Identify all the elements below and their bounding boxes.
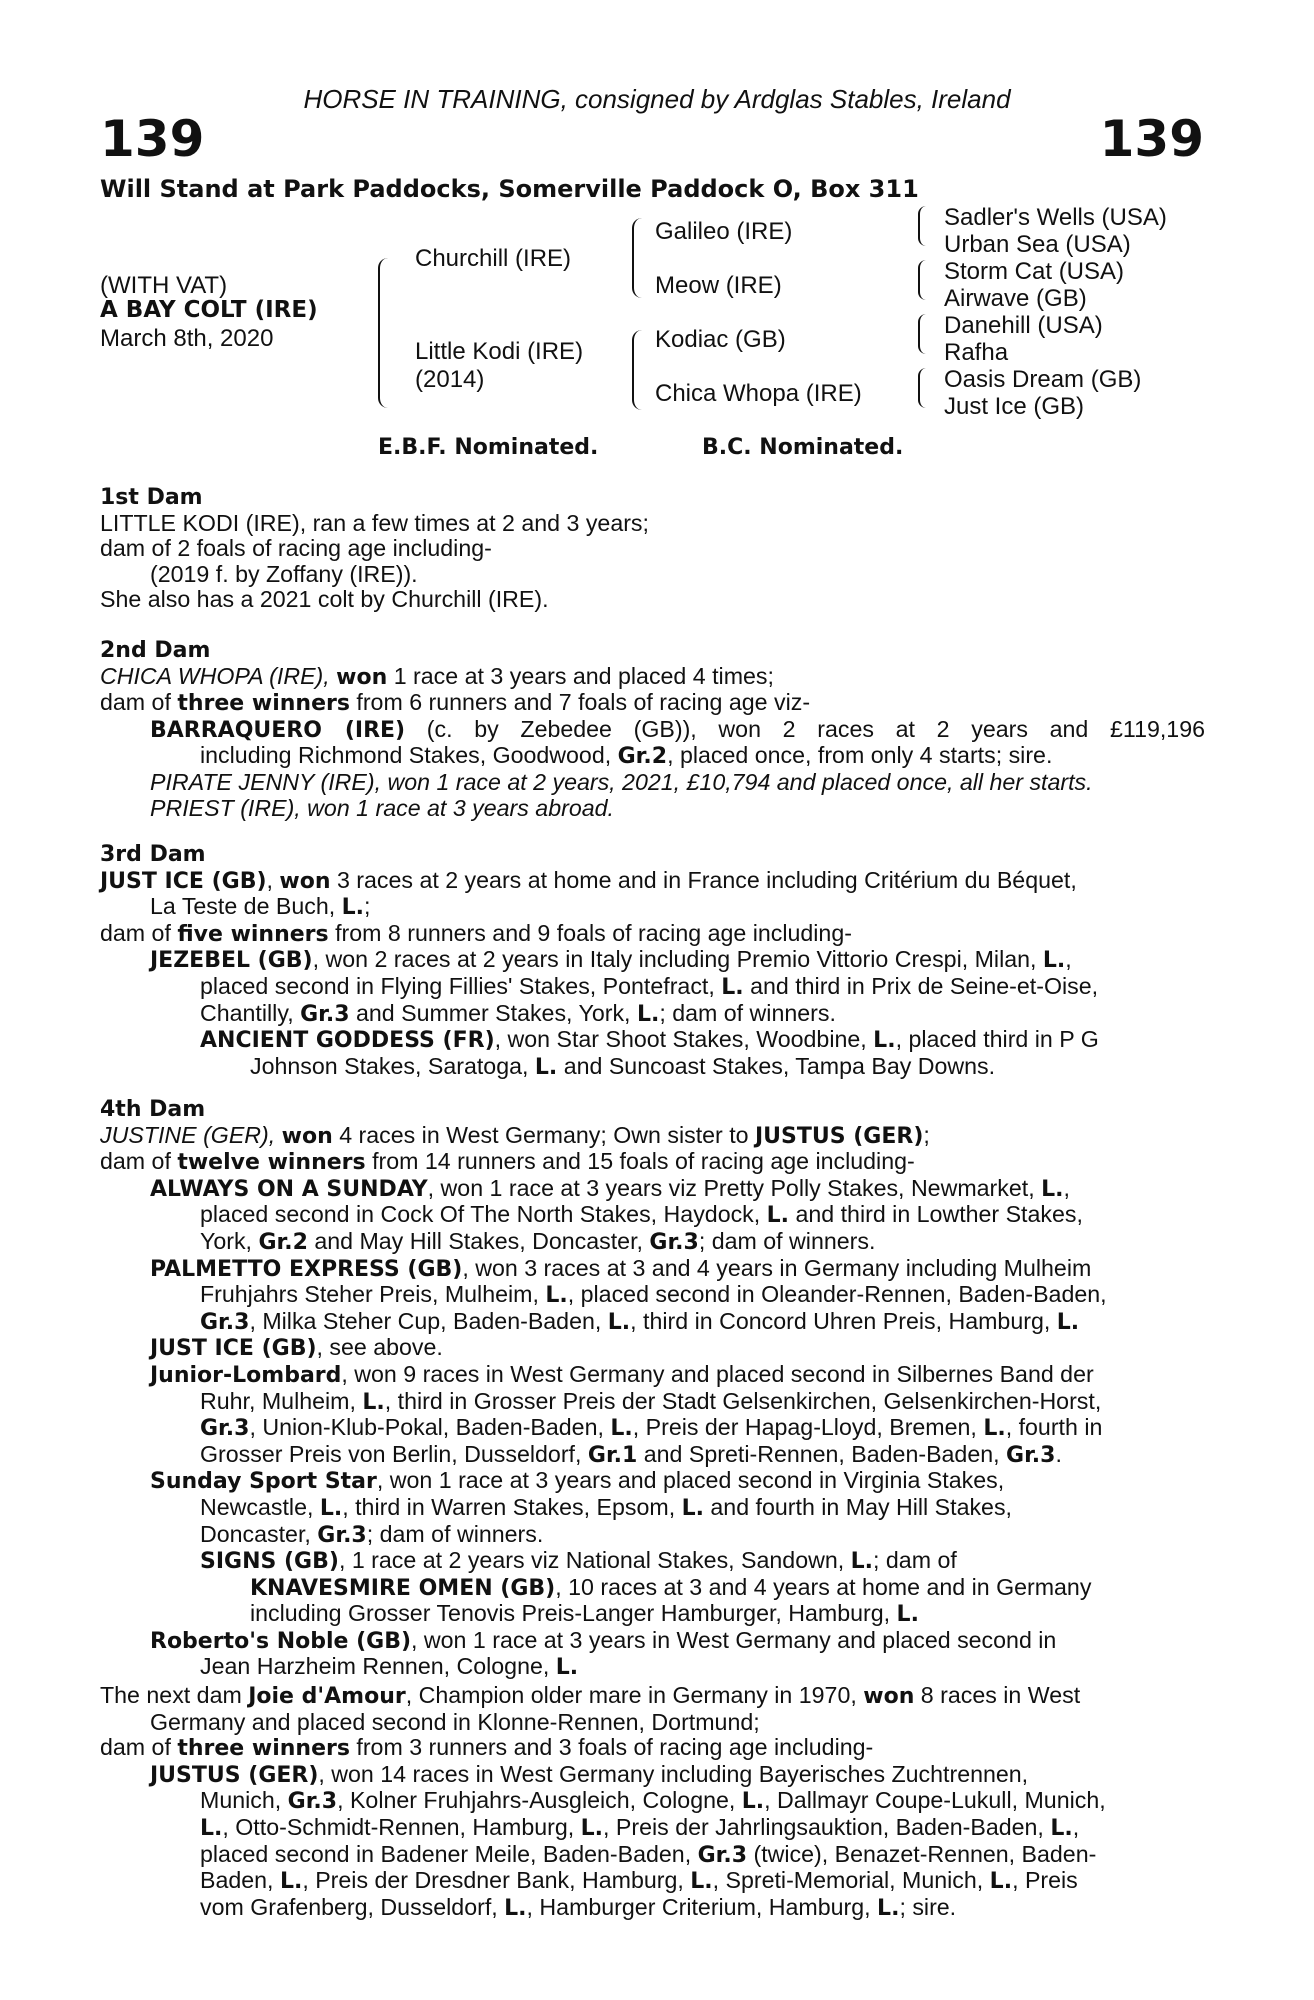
text: Jean Harzheim Rennen, Cologne, [200,1653,556,1680]
second-dam-line: PIRATE JENNY (IRE), won 1 race at 2 years, 2021, £10,794 and placed once, all her starts. [150,768,1093,795]
winner-name: ALWAYS ON A SUNDAY [150,1176,428,1202]
winner-name: Junior-Lombard [150,1362,342,1388]
fourth-dam-line [100,1335,1205,1362]
next-dam-line [100,1788,1205,1815]
bold-text: Gr.3 [317,1522,367,1548]
first-dam-section [100,485,1205,613]
text: , won 1 race at 3 years viz Pretty Polly Stakes, Newmarket, [427,1174,1042,1201]
text: , won 14 races in West Germany including Bayerisches Zuchtrennen, [318,1760,1029,1787]
text: Grosser Preis von Berlin, Dusseldorf, [200,1440,588,1467]
ebf-nominated: E.B.F. Nominated. [378,435,599,460]
text: , Hamburger Criterium, Hamburg, [526,1893,878,1920]
bold-text: Gr.3 [200,1416,250,1442]
text: and fourth in May Hill Stakes, [703,1493,1012,1520]
next-dam-line [100,1762,1205,1789]
dd-sire: Oasis Dream (GB) [944,366,1142,393]
bold-text: Gr.3 [697,1842,748,1868]
bold-text: L. [741,1789,765,1815]
text: , placed second in Oleander-Rennen, Baden-Baden, [567,1281,1107,1308]
bold-text: L. [1050,1815,1073,1841]
bold-text: Gr.3 [200,1309,250,1335]
second-dam-line: PRIEST (IRE), won 1 race at 3 years abroad. [150,794,614,821]
third-dam-line [100,921,1205,948]
text: . [1055,1440,1062,1467]
bold-text: L. [1056,1309,1080,1335]
text: dam of [100,919,178,946]
text: York, [200,1227,259,1254]
text: , Milka Steher Cup, Baden-Baden, [249,1307,608,1334]
bold-text: L. [983,1416,1006,1442]
bold-text: L. [200,1815,223,1841]
dam-sire: Kodiac (GB) [655,326,786,353]
fourth-dam-line [100,1495,1205,1522]
text: ; [923,1121,930,1148]
brace-main [378,258,388,408]
dam-year: (2014) [415,366,485,393]
fourth-dam-line [100,1362,1205,1389]
bold-text: L. [721,974,744,1000]
bold-text: L. [989,1869,1013,1895]
text: vom Grafenberg, Dusseldorf, [200,1893,505,1920]
fourth-dam-line [100,1176,1205,1203]
text: , Spreti-Memorial, Munich, [712,1867,990,1894]
fourth-dam-line [100,1202,1205,1229]
text: (twice), Benazet-Rennen, Baden- [747,1840,1097,1867]
catalogue-header: HORSE IN TRAINING, consigned by Ardglas Stables, Ireland [303,84,1011,114]
bold-text: won [336,664,388,690]
bold-text: L. [341,895,365,921]
third-dam-heading: 3rd Dam [100,842,206,867]
text: from 14 runners and 15 foals of racing age including- [365,1148,915,1175]
bold-text: won [279,868,331,894]
bold-text: L. [362,1389,385,1415]
second-dam-heading: 2nd Dam [100,638,211,663]
text: , placed once, from only 4 starts; sire. [667,742,1053,769]
text: , Preis der Dresdner Bank, Hamburg, [302,1867,691,1894]
sd-dam: Airwave (GB) [944,285,1087,312]
bold-text: L. [681,1495,704,1521]
brace-ss [918,206,926,246]
text: ; dam of winners. [698,1227,876,1254]
text: and May Hill Stakes, Doncaster, [307,1227,650,1254]
bold-text: L. [896,1602,919,1628]
second-dam-line [100,743,1205,770]
text: , Dallmayr Coupe-Lukull, Munich, [764,1787,1106,1814]
brace-dam [632,330,642,410]
fourth-dam-line [100,1628,1205,1655]
text: , Otto-Schmidt-Rennen, Hamburg, [222,1813,581,1840]
bold-text: L. [580,1815,604,1841]
text: 4 races in West Germany; Own sister to [332,1121,755,1148]
text: placed second in Cock Of The North Stakes, Haydock, [200,1201,767,1228]
text: Fruhjahrs Steher Preis, Mulheim, [200,1281,546,1308]
vat-note: (WITH VAT) [100,272,228,299]
dam-name: Joie d'Amour [248,1684,406,1709]
fourth-dam-line [100,1229,1205,1256]
text: , [1065,946,1072,973]
next-dam-line [100,1683,1205,1710]
fourth-dam-line [100,1442,1205,1469]
dam-dam: Chica Whopa (IRE) [655,380,862,407]
text: Baden, [200,1867,280,1894]
bold-text: L. [279,1869,303,1895]
foaling-date: March 8th, 2020 [100,325,274,352]
second-dam-section [100,638,1205,821]
sire-dam: Meow (IRE) [655,272,782,299]
bold-text: L. [1042,948,1066,974]
next-dam-line [100,1842,1205,1869]
bold-text: L. [873,1028,896,1054]
first-dam-heading: 1st Dam [100,485,203,510]
winner-name: Roberto's Noble (GB) [150,1628,412,1654]
bold-text: L. [555,1655,579,1681]
winner-name: ANCIENT GODDESS (FR) [200,1028,495,1054]
text: and third in Prix de Seine-et-Oise, [743,972,1099,999]
text: from 3 runners and 3 foals of racing age including- [349,1734,874,1761]
bold-text: won [281,1123,333,1149]
text: , placed third in P G [895,1026,1099,1053]
text: , won 3 races at 3 and 4 years in Germany including Mulheim [462,1254,1092,1281]
winner-name: JEZEBEL (GB) [150,948,313,974]
text: , Preis der Jahrlingsauktion, Baden-Baden, [603,1813,1051,1840]
text: , see above. [316,1334,443,1361]
text: including Grosser Tenovis Preis-Langer Hamburger, Hamburg, [250,1600,897,1627]
text: , Union-Klub-Pokal, Baden-Baden, [249,1414,611,1441]
text: , third in Warren Stakes, Epsom, [342,1493,682,1520]
sd-sire: Storm Cat (USA) [944,258,1125,285]
bold-text: L. [610,1416,633,1442]
fourth-dam-line [100,1468,1205,1495]
text: Johnson Stakes, Saratoga, [250,1052,535,1079]
fourth-dam-line [100,1256,1205,1283]
winner-name: KNAVESMIRE OMEN (GB) [250,1575,556,1601]
first-dam-line: LITTLE KODI (IRE), ran a few times at 2 and 3 years; [100,509,649,536]
text: 3 races at 2 years at home and in France including Critérium du Béquet, [330,866,1077,893]
bold-text: won [863,1684,915,1709]
fourth-dam-line [100,1282,1205,1309]
third-dam-line [100,894,1205,921]
lot-number-left: 139 [100,110,205,168]
text: placed second in Badener Meile, Baden-Baden, [200,1840,698,1867]
winner-name: PALMETTO EXPRESS (GB) [150,1256,463,1282]
second-dam-line [100,664,1205,691]
winner-name: JUSTUS (GER) [150,1762,319,1788]
text: , [266,866,280,893]
bold-text: JUSTUS (GER) [754,1123,924,1149]
next-dam-line: Germany and placed second in Klonne-Rennen, Dortmund; [150,1708,760,1735]
fourth-dam-line [100,1522,1205,1549]
text: (c. by Zebedee (GB)), won 2 races at 2 years and £119,196 [405,715,1205,742]
bold-text: L. [877,1895,900,1921]
text: , won 9 races in West Germany and placed second in Silbernes Band der [341,1360,1094,1387]
next-dam-line [100,1868,1205,1895]
text: from 6 runners and 7 foals of racing age viz- [349,689,811,716]
bold-text: Gr.3 [300,1001,350,1027]
text: and Spreti-Rennen, Baden-Baden, [637,1440,1007,1467]
bold-text: five winners [177,921,329,947]
first-dam-line: (2019 f. by Zoffany (IRE)). [150,560,418,587]
text: , Preis [1012,1867,1078,1894]
text: , Kolner Fruhjahrs-Ausgleich, Cologne, [337,1787,742,1814]
bold-text: three winners [177,691,350,717]
text: and Suncoast Stakes, Tampa Bay Downs. [557,1052,996,1079]
text: and Summer Stakes, York, [349,999,637,1026]
bold-text: Gr.1 [587,1442,638,1468]
first-dam-line: dam of 2 foals of racing age including- [100,535,492,562]
horse-name: A BAY COLT (IRE) [100,297,318,323]
lot-number-right: 139 [1099,110,1204,168]
text: Newcastle, [200,1493,320,1520]
text: Doncaster, [200,1520,318,1547]
text: dam of [100,1734,178,1761]
next-dam-section [100,1683,1205,1921]
fourth-dam-line [100,1548,1205,1575]
text: , third in Concord Uhren Preis, Hamburg, [630,1307,1057,1334]
text: Ruhr, Mulheim, [200,1387,363,1414]
text: dam of [100,1148,178,1175]
next-dam-line [100,1815,1205,1842]
text: , [1063,1174,1070,1201]
text: The next dam [100,1682,249,1708]
third-dam-line [100,947,1205,974]
text: placed second in Flying Fillies' Stakes, Pontefract, [200,972,722,999]
winner-name: JUST ICE (GB) [150,1336,317,1362]
first-dam-line: She also has a 2021 colt by Churchill (IRE). [100,586,549,613]
text: , fourth in [1005,1414,1103,1441]
text: , 1 race at 2 years viz National Stakes, Sandown, [338,1547,851,1574]
bold-text: Gr.3 [1006,1442,1056,1468]
bc-nominated: B.C. Nominated. [702,435,904,460]
ss-sire: Sadler's Wells (USA) [944,204,1167,231]
sire: Churchill (IRE) [415,245,572,272]
winner-name: SIGNS (GB) [200,1549,339,1575]
bold-text: L. [766,1203,790,1229]
text: Munich, [200,1787,288,1814]
third-dam-line [100,974,1205,1001]
bold-text: L. [636,1001,660,1027]
text: ; dam of [873,1547,957,1574]
fourth-dam-line [100,1309,1205,1336]
text: , Preis der Hapag-Lloyd, Bremen, [632,1414,984,1441]
bold-text: L. [690,1869,713,1895]
text: , won Star Shoot Stakes, Woodbine, [494,1026,874,1053]
text: , won 1 race at 3 years and placed second in Virginia Stakes, [376,1467,1005,1494]
text: including Richmond Stakes, Goodwood, [200,742,618,769]
brace-sd [918,260,926,300]
bold-text: L. [850,1549,874,1575]
ds-sire: Danehill (USA) [944,312,1103,339]
brace-ds [918,314,926,354]
fourth-dam-heading: 4th Dam [100,1097,206,1122]
ss-dam: Urban Sea (USA) [944,231,1131,258]
fourth-dam-line [100,1575,1205,1602]
fourth-dam-line [100,1654,1205,1681]
bold-text: Gr.2 [617,744,668,770]
bold-text: L. [545,1283,568,1309]
text: ; dam of winners. [659,999,836,1026]
winner-name: JUST ICE (GB) [100,868,267,894]
text: , won 1 race at 3 years in West Germany and placed second in [411,1626,1057,1653]
third-dam-line [100,1001,1205,1028]
fourth-dam-section [100,1097,1205,1681]
text: ; [364,893,371,920]
bold-text: L. [504,1895,527,1921]
bold-text: L. [1041,1176,1064,1202]
brace-dd [918,368,926,408]
text: , won 2 races at 2 years in Italy including Premio Vittorio Crespi, Milan, [312,946,1043,973]
fourth-dam-line [100,1123,1205,1150]
text: from 8 runners and 9 foals of racing age including- [328,919,852,946]
ds-dam: Rafha [944,339,1009,366]
bold-text: Gr.2 [258,1229,308,1255]
third-dam-section [100,842,1205,1080]
text: ; dam of winners. [366,1520,544,1547]
second-dam-line [100,690,1205,717]
sire-sire: Galileo (IRE) [655,218,793,245]
bold-text: three winners [177,1736,350,1762]
third-dam-line [100,1054,1205,1081]
text: , 10 races at 3 and 4 years at home and in Germany [555,1573,1092,1600]
text: 8 races in West [914,1682,1081,1708]
text: ; sire. [899,1893,957,1920]
bold-text: twelve winners [177,1150,366,1176]
dd-dam: Just Ice (GB) [944,393,1085,420]
text: , [1072,1813,1080,1840]
fourth-dam-line [100,1149,1205,1176]
text: 1 race at 3 years and placed 4 times; [387,662,774,689]
bold-text: L. [534,1054,558,1080]
dam-name: JUSTINE (GER), [100,1121,282,1148]
next-dam-line [100,1735,1205,1762]
dam-name: CHICA WHOPA (IRE), [100,662,337,689]
third-dam-line [100,1027,1205,1054]
fourth-dam-line [100,1389,1205,1416]
winner-name: Sunday Sport Star [150,1469,377,1495]
third-dam-line [100,868,1205,895]
text: Chantilly, [200,999,301,1026]
bold-text: Gr.3 [287,1789,338,1815]
text: , third in Grosser Preis der Stadt Gelsenkirchen, Gelsenkirchen-Horst, [384,1387,1102,1414]
stand-location: Will Stand at Park Paddocks, Somerville Paddock O, Box 311 [100,175,919,203]
fourth-dam-line [100,1415,1205,1442]
winner-name: BARRAQUERO (IRE) [150,717,406,743]
text: La Teste de Buch, [150,893,342,920]
second-dam-line [100,717,1205,744]
bold-text: L. [607,1309,631,1335]
bold-text: L. [319,1495,343,1521]
brace-sire [632,218,642,298]
text: and third in Lowther Stakes, [789,1201,1083,1228]
bold-text: Gr.3 [649,1229,699,1255]
next-dam-line [100,1895,1205,1922]
text: , Champion older mare in Germany in 1970, [405,1682,864,1708]
dam: Little Kodi (IRE) [415,338,584,365]
fourth-dam-line [100,1601,1205,1628]
text: dam of [100,689,178,716]
